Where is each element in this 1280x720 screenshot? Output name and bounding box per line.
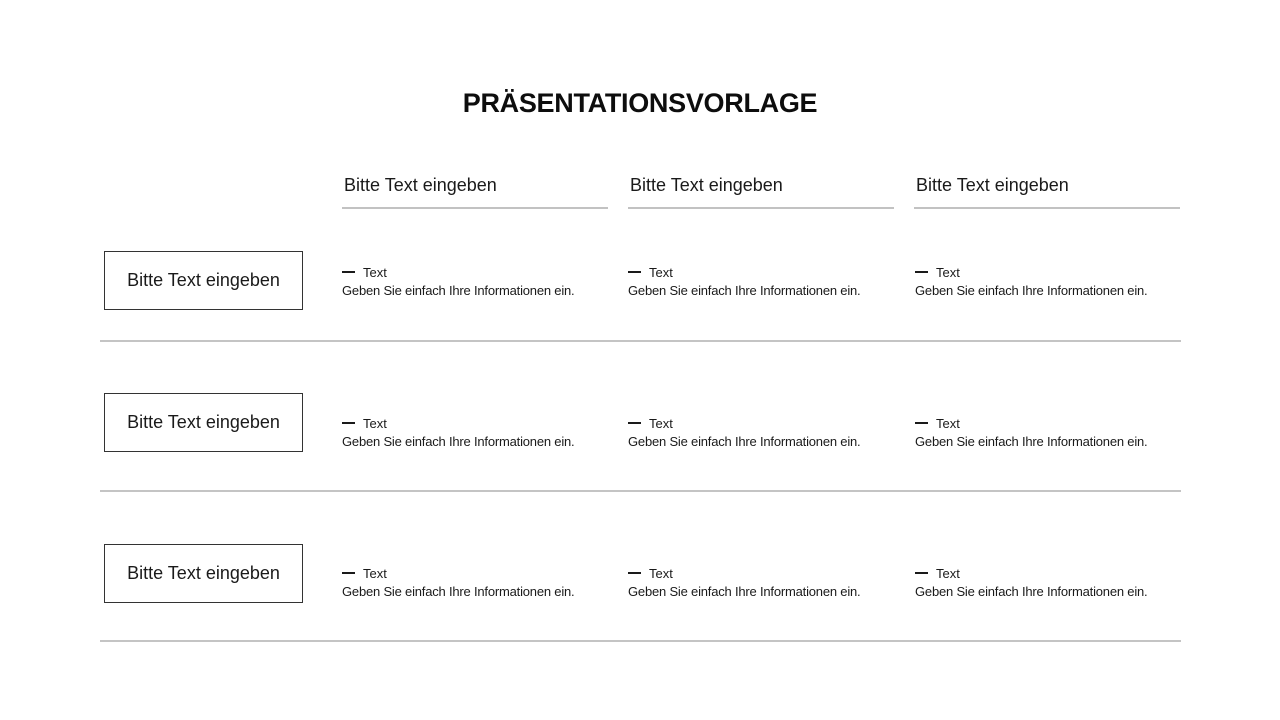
row-divider (100, 340, 1181, 342)
cell-description: Geben Sie einfach Ihre Informationen ein. (915, 283, 1148, 298)
cell-description: Geben Sie einfach Ihre Informationen ein. (628, 434, 861, 449)
table-cell (342, 414, 608, 449)
cell-description: Geben Sie einfach Ihre Informationen ein. (628, 584, 861, 599)
column-header-label: Bitte Text eingeben (630, 175, 783, 195)
table-cell (628, 564, 894, 599)
cell-label: Text (363, 264, 387, 280)
row-label-box-2: Bitte Text eingeben (104, 393, 303, 452)
dash-icon (628, 422, 641, 424)
row-label-box-1: Bitte Text eingeben (104, 251, 303, 310)
row-divider (100, 640, 1181, 642)
cell-description: Geben Sie einfach Ihre Informationen ein. (342, 584, 575, 599)
cell-label: Text (936, 415, 960, 431)
cell-description: Geben Sie einfach Ihre Informationen ein. (628, 283, 861, 298)
dash-icon (342, 422, 355, 424)
cell-label: Text (649, 565, 673, 581)
table-cell (342, 263, 608, 298)
dash-icon (628, 271, 641, 273)
dash-icon (628, 572, 641, 574)
table-cell (342, 564, 608, 599)
cell-description: Geben Sie einfach Ihre Informationen ein. (915, 584, 1148, 599)
cell-label: Text (363, 565, 387, 581)
cell-description: Geben Sie einfach Ihre Informationen ein. (915, 434, 1148, 449)
dash-icon (915, 422, 928, 424)
page-title: PRÄSENTATIONSVORLAGE (462, 88, 818, 118)
cell-label: Text (936, 264, 960, 280)
table-cell (915, 263, 1181, 298)
column-header-2 (628, 173, 894, 209)
dash-icon (342, 271, 355, 273)
cell-description: Geben Sie einfach Ihre Informationen ein. (342, 283, 575, 298)
row-label-box-3: Bitte Text eingeben (104, 544, 303, 603)
column-header-3 (914, 173, 1180, 209)
table-cell (628, 414, 894, 449)
cell-label: Text (936, 565, 960, 581)
table-cell (915, 564, 1181, 599)
table-cell (628, 263, 894, 298)
cell-label: Text (649, 415, 673, 431)
column-header-1 (342, 173, 608, 209)
cell-description: Geben Sie einfach Ihre Informationen ein. (342, 434, 575, 449)
dash-icon (342, 572, 355, 574)
row-divider (100, 490, 1181, 492)
cell-label: Text (363, 415, 387, 431)
table-cell (915, 414, 1181, 449)
cell-label: Text (649, 264, 673, 280)
dash-icon (915, 271, 928, 273)
column-header-label: Bitte Text eingeben (344, 175, 497, 195)
dash-icon (915, 572, 928, 574)
column-header-label: Bitte Text eingeben (916, 175, 1069, 195)
